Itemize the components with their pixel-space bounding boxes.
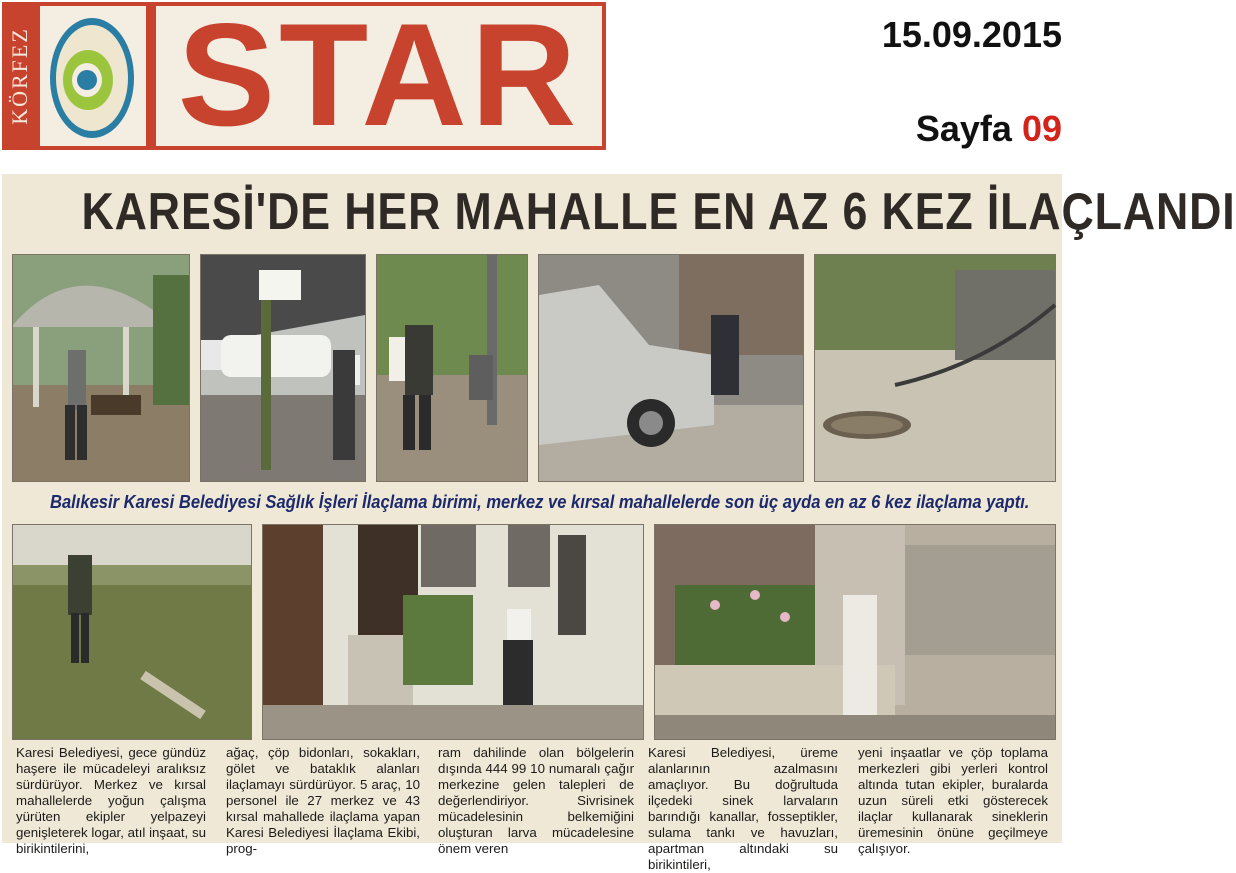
photo-flowers-street (654, 524, 1056, 740)
article-headline: KARESİ'DE HER MAHALLE EN AZ 6 KEZ İLAÇLANDI (81, 183, 1236, 241)
photo-building-entrance (262, 524, 644, 740)
masthead-side-text: KÖRFEZ (7, 27, 32, 125)
article-column-3: ram dahilinde olan bölgelerin dışında 444 99 10 numaralı çağır merkezine gelen talepleri de değerlendiriyor. Sivrisinek mücadelesinin belkemiğini oluşturan larva mücadelesine önem veren (438, 745, 634, 856)
photo-gazebo-worker (12, 254, 190, 482)
photo-street-manhole (814, 254, 1056, 482)
photo-parking-sprayer (200, 254, 366, 482)
page-number: 09 (1021, 108, 1062, 149)
photo-bin-sprayer (376, 254, 528, 482)
article-column-2: ağaç, çöp bidonları, sokakları, gölet ve bataklık alanları ilaçlamayı sürdürüyor. 5 araç, 10 personel ile 27 merkez ve 43 kırsal mahallede ilaçlama yapan Karesi Belediyesi İlaçlama Ekibi, prog- (226, 745, 420, 856)
photo-pickup-truck (538, 254, 804, 482)
eye-logo-icon (40, 6, 146, 146)
masthead-logo-panel (40, 6, 146, 146)
article-subhead: Balıkesir Karesi Belediyesi Sağlık İşleri İlaçlama birimi, merkez ve kırsal mahallelerde son üç ayda en az 6 kez ilaçlama yaptı. (50, 492, 1030, 512)
photo-field-sprayer (12, 524, 252, 740)
article-column-5: yeni inşaatlar ve çöp toplama merkezleri gibi yerleri kontrol altında tutan ekipler, buralarda uzun süreli etki gösterecek ilaçlar kullanarak sineklerin üremesinin önüne geçilmeye çalışıyor. (858, 745, 1048, 856)
page-label: Sayfa (915, 108, 1012, 149)
page-indicator (820, 108, 1062, 150)
publication-date: 15.09.2015 (881, 14, 1062, 55)
article-column-4: Karesi Belediyesi, üreme alanlarının azalmasını amaçlıyor. Bu doğrultuda ilçedeki sinek larvaların barındığı kanallar, fosseptikler, sulama tankı ve havuzları, apartman altındaki su birikintileri, (648, 745, 838, 872)
masthead-title: STAR (177, 0, 581, 156)
article-column-1: Karesi Belediyesi, gece gündüz haşere ile mücadeleyi aralıksız sürdürüyor. Merkez ve kırsal mahallelerde yoğun çalışma yürüten ekipler yelpazeyi genişleterek logar, atıl inşaat, su birikintilerini, (16, 745, 206, 856)
